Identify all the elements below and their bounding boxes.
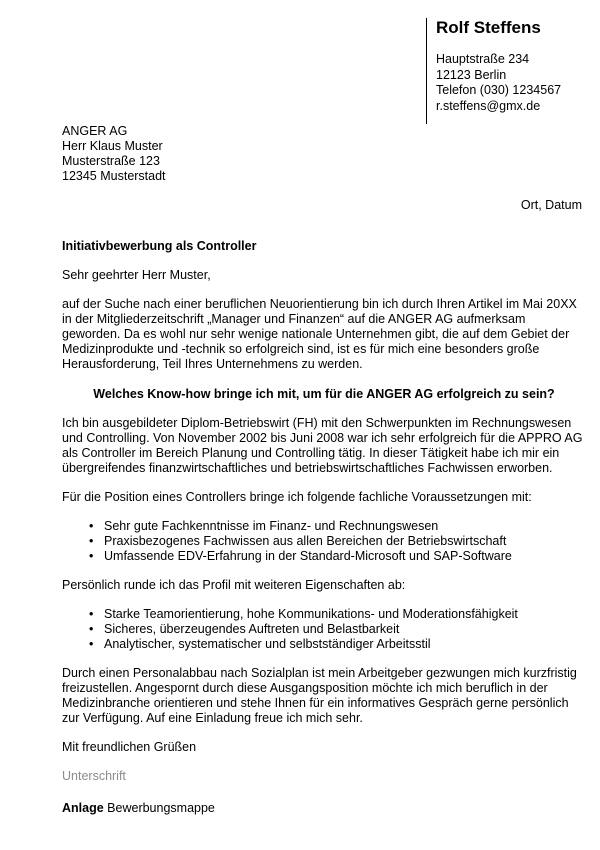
list-item: • Sicheres, überzeugendes Auftreten und Belastbarkeit [89, 622, 400, 636]
attachment-line [62, 801, 586, 816]
bullet-icon: • [89, 519, 94, 533]
background-paragraph: Ich bin ausgebildeter Diplom-Betriebswirt (FH) mit den Schwerpunkten im Rechnungswesen und Controlling. Von November 2002 bis Juni 2008 war ich sehr erfolgreich für die APPRO AG als Controller im Bereich Planung und Controlling tätig. In dieser Tätigkeit habe ich mir ein übergreifendes finanzwirtschaftliches und betriebswirtschaftliches Fachwissen erworben. [62, 416, 583, 475]
bullet-icon: • [89, 637, 94, 651]
closing-paragraph: Durch einen Personalabbau nach Sozialplan ist mein Arbeitgeber gezwungen mich kurzfristig freizustellen. Angespornt durch diese Ausgangsposition möchte ich mich beruflich in der Medizinbranche orientieren und stehe Ihnen für ein informatives Gespräch gerne persönlich zur Verfügung. Auf eine Einladung freue ich mich sehr. [62, 666, 577, 725]
section-question: Welches Know-how bringe ich mit, um für die ANGER AG erfolgreich zu sein? [93, 387, 555, 401]
letter-body [62, 239, 586, 816]
place-date: Ort, Datum [520, 198, 582, 212]
sender-street: Hauptstraße 234 [436, 52, 530, 66]
recipient-city: 12345 Musterstadt [62, 169, 166, 183]
traits-intro: Persönlich runde ich das Profil mit weiteren Eigenschaften ab: [62, 578, 406, 592]
sender-email: r.steffens@gmx.de [436, 98, 541, 113]
traits-list [62, 607, 586, 652]
bullet-icon: • [89, 622, 94, 636]
list-item: • Praxisbezogenes Fachwissen aus allen Bereichen der Betriebswirtschaft [89, 534, 507, 548]
list-item: • Sehr gute Fachkenntnisse im Finanz- und Rechnungswesen [89, 519, 439, 533]
sign-off: Mit freundlichen Grüßen [62, 740, 197, 754]
signature-placeholder: Unterschrift [62, 769, 126, 783]
attachment-label: Anlage [62, 801, 104, 815]
recipient-street: Musterstraße 123 [62, 154, 160, 168]
qualifications-list [62, 519, 586, 564]
bullet-icon: • [89, 607, 94, 621]
sender-city: 12123 Berlin [436, 67, 507, 82]
recipient-company: ANGER AG [62, 124, 128, 138]
sender-phone: Telefon (030) 1234567 [436, 83, 562, 97]
bullet-icon: • [89, 534, 94, 548]
list-item: • Umfassende EDV-Erfahrung in der Standard-Microsoft und SAP-Software [89, 549, 512, 563]
recipient-person: Herr Klaus Muster [62, 139, 163, 153]
recipient-address [62, 124, 166, 184]
list-item: • Starke Teamorientierung, hohe Kommunikations- und Moderationsfähigkeit [89, 607, 518, 621]
sender-block [426, 18, 600, 124]
bullet-icon: • [89, 549, 94, 563]
qualifications-intro: Für die Position eines Controllers bringe ich folgende fachliche Voraussetzungen mit: [62, 490, 532, 504]
intro-paragraph: auf der Suche nach einer beruflichen Neuorientierung bin ich durch Ihren Artikel im Mai 20XX in der Mitgliederzeitschrift „Manager und Finanzen“ auf die ANGER AG aufmerksam geworden. Da es wohl nur sehr wenige nationale Unternehmen gibt, die auf dem Gebiet der Medizinprodukte und -technik so erfolgreich sind, ist es für mich eine besonders große Herausforderung, Teil Ihres Unternehmens zu werden. [62, 297, 577, 371]
subject-line: Initiativbewerbung als Controller [62, 239, 257, 253]
greeting: Sehr geehrter Herr Muster, [62, 268, 211, 282]
sender-name: Rolf Steffens [436, 18, 541, 37]
list-item: • Analytischer, systematischer und selbstständiger Arbeitsstil [89, 637, 431, 651]
attachment-text: Bewerbungsmappe [107, 801, 215, 815]
